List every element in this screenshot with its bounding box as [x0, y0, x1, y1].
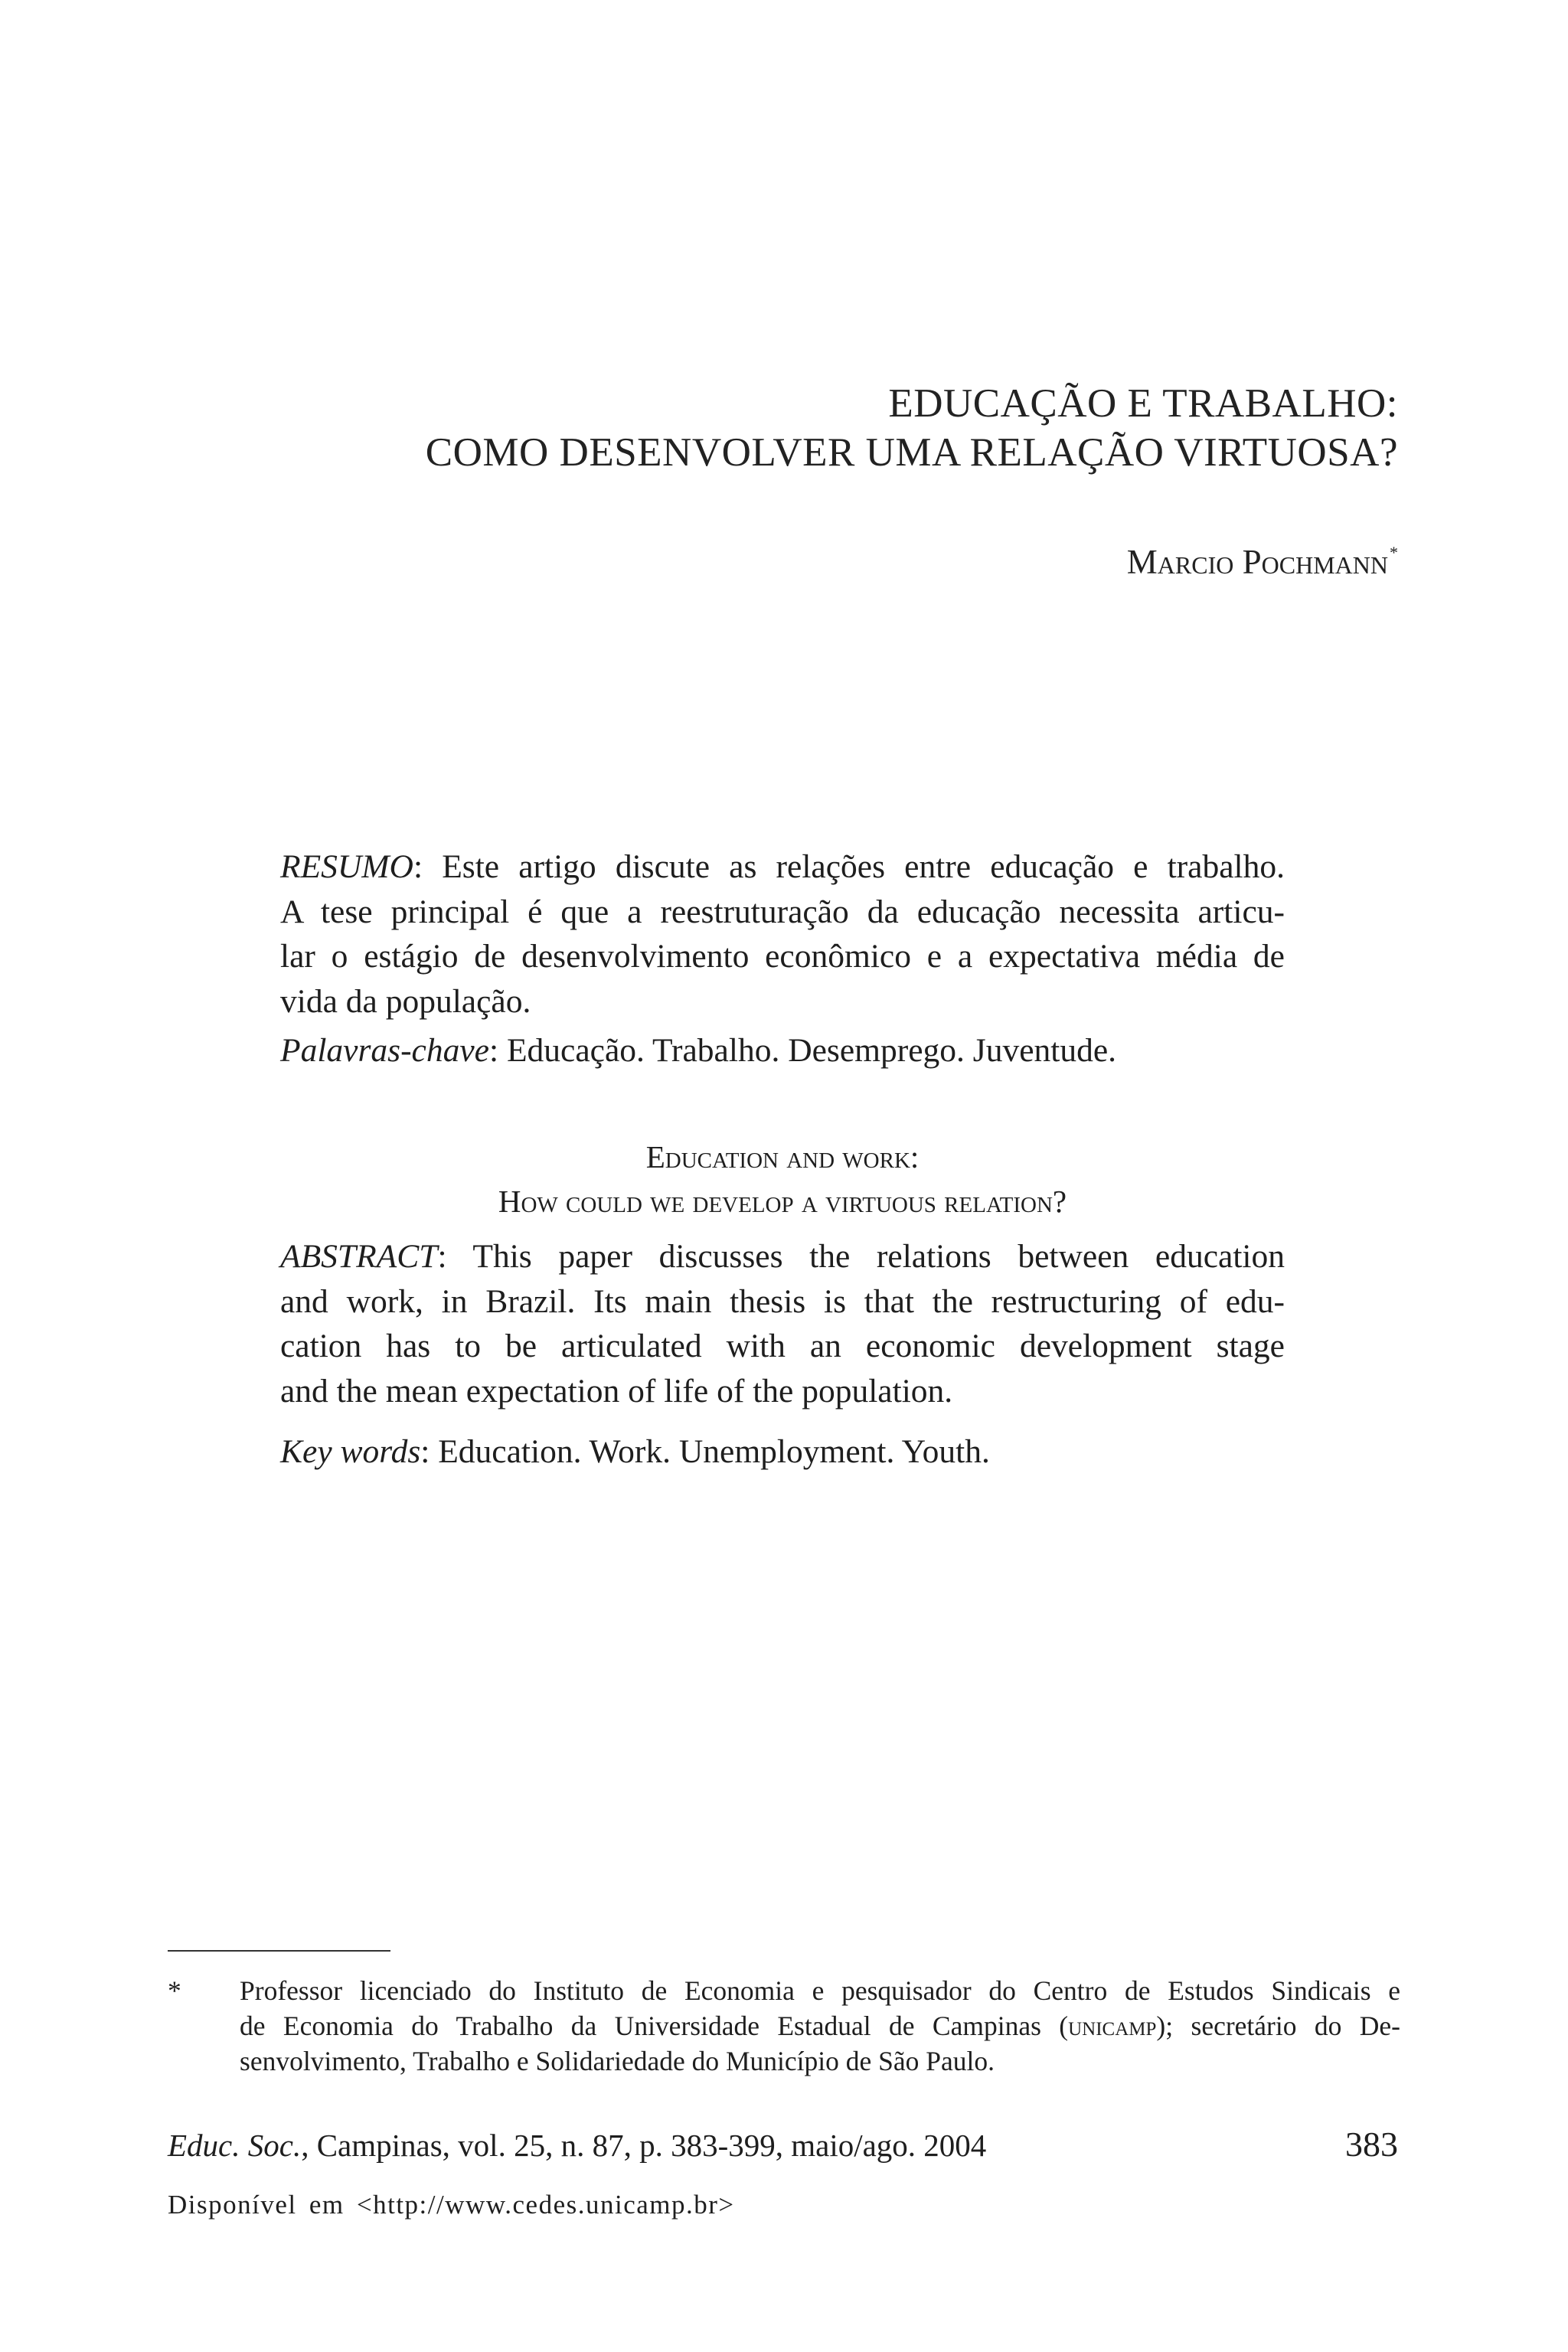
abstract-line-1-text: : This paper discusses the relations between education	[437, 1238, 1285, 1275]
resumo-line-2: A tese principal é que a reestruturação da educação necessita articu-	[280, 893, 1285, 930]
footnote-unicamp: unicamp	[1068, 2011, 1157, 2041]
author-name	[1127, 542, 1398, 582]
author-footnote-marker: *	[1390, 543, 1398, 562]
resumo-label: RESUMO	[280, 848, 413, 885]
footnote-marker: *	[168, 1975, 181, 2006]
citation-details: , Campinas, vol. 25, n. 87, p. 383-399, maio/ago. 2004	[301, 2128, 987, 2163]
resumo-line-4: vida da população.	[280, 982, 531, 1020]
abstract-label: ABSTRACT	[280, 1238, 438, 1275]
author-name-text: Marcio Pochmann	[1126, 543, 1388, 581]
palavras-chave-text: : Educação. Trabalho. Desemprego. Juventude.	[488, 1032, 1117, 1069]
footnote-line-2-b: ); secretário do De-	[1156, 2011, 1400, 2041]
title-line-1: EDUCAÇÃO E TRABALHO:	[888, 381, 1398, 426]
english-title-line-2: How could we develop a virtuous relation?	[498, 1184, 1067, 1219]
journal-name: Educ. Soc.	[168, 2128, 302, 2163]
title-line-2: COMO DESENVOLVER UMA RELAÇÃO VIRTUOSA?	[425, 430, 1398, 475]
english-title	[280, 1135, 1285, 1223]
page-number: 383	[1345, 2125, 1398, 2164]
footnote-line-3: senvolvimento, Trabalho e Solidariedade do Município de São Paulo.	[240, 2046, 995, 2076]
abstract-line-3: cation has to be articulated with an economic development stage	[280, 1328, 1285, 1364]
abstract-line-1	[280, 1234, 1285, 1279]
footnote-line-2	[240, 2008, 1400, 2043]
footnote-line-2-a: de Economia do Trabalho da Universidade Estadual de Campinas (	[240, 2011, 1069, 2041]
footnote-divider	[168, 1950, 390, 1952]
key-words	[280, 1429, 1285, 1475]
key-words-text: : Education. Work. Unemployment. Youth.	[420, 1433, 990, 1470]
journal-citation	[168, 2127, 986, 2164]
resumo-line-3: lar o estágio de desenvolvimento econômico e a expectativa média de	[280, 938, 1285, 975]
palavras-chave	[280, 1028, 1285, 1073]
resumo-paragraph	[280, 844, 1285, 1024]
availability-note: Disponível em <http://www.cedes.unicamp.br>	[168, 2190, 735, 2220]
footnote-line-1: Professor licenciado do Instituto de Economia e pesquisador do Centro de Estudos Sindicais e	[240, 1975, 1400, 2006]
abstract-paragraph	[280, 1234, 1285, 1413]
palavras-chave-label: Palavras-chave	[280, 1032, 489, 1069]
english-title-line-1: Education and work:	[645, 1139, 920, 1174]
key-words-label: Key words	[280, 1433, 421, 1470]
resumo-line-1	[280, 844, 1285, 890]
abstract-line-4: and the mean expectation of life of the population.	[280, 1372, 953, 1410]
footnote-body	[240, 1973, 1400, 2079]
abstract-line-2: and work, in Brazil. Its main thesis is that the restructuring of edu-	[280, 1282, 1285, 1320]
article-title	[426, 379, 1398, 477]
resumo-line-1-text: : Este artigo discute as relações entre educação e trabalho.	[413, 848, 1285, 885]
